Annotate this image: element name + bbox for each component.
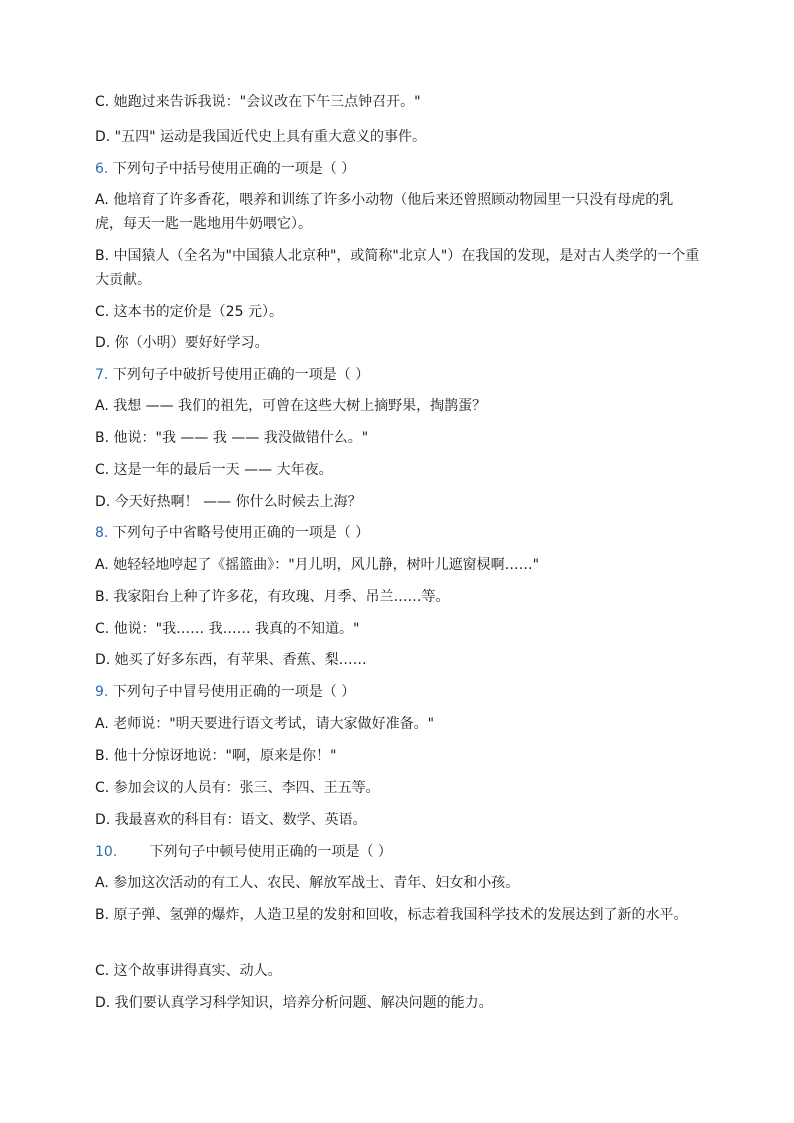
option-b-q8: B. 我家阳台上种了许多花，有玫瑰、月季、吊兰……等。: [95, 589, 450, 605]
question-text: 下列句子中破折号使用正确的一项是（ ）: [112, 367, 370, 383]
question-text: 下列句子中括号使用正确的一项是（ ）: [112, 161, 356, 177]
question-text: 下列句子中顿号使用正确的一项是（ ）: [149, 844, 392, 860]
question-text: 下列句子中冒号使用正确的一项是（ ）: [112, 684, 356, 700]
option-d-q7: D. 今天好热啊！ —— 你什么时候去上海？: [95, 494, 362, 510]
question-10: [95, 840, 700, 864]
option-a-q6: A. 他培育了许多香花，喂养和训练了许多小动物（他后来还曾照顾动物园里一只没有母虎的乳虎，每天一匙一匙地用牛奶喂它）。: [95, 192, 674, 232]
option-d-q6: D. 你（小明）要好好学习。: [95, 335, 269, 351]
option-b-q9: B. 他十分惊讶地说："啊，原来是你！": [95, 748, 337, 764]
question-number: 7.: [95, 367, 109, 383]
question-9: [95, 680, 700, 704]
question-number: 6.: [95, 161, 109, 177]
question-text: 下列句子中省略号使用正确的一项是（ ）: [112, 525, 370, 541]
option-d-q8: D. 她买了好多东西，有苹果、香蕉、梨……: [95, 652, 367, 668]
option-a-q8: A. 她轻轻地哼起了《摇篮曲》："月儿明，风儿静，树叶儿遮窗棂啊……": [95, 557, 540, 573]
option-c-q7: C. 这是一年的最后一天 —— 大年夜。: [95, 462, 333, 478]
option-a-q9: A. 老师说："明天要进行语文考试，请大家做好准备。": [95, 716, 435, 732]
question-8: [95, 521, 700, 545]
question-7: [95, 363, 700, 387]
option-c-q6: C. 这本书的定价是（25 元）。: [95, 304, 283, 320]
option-c-q8: C. 他说："我…… 我…… 我真的不知道。": [95, 621, 360, 637]
question-number: 9.: [95, 684, 109, 700]
option-d-q10: D. 我们要认真学习科学知识，培养分析问题、解决问题的能力。: [95, 995, 493, 1011]
option-b-q10: B. 原子弹、氢弹的爆炸，人造卫星的发射和回收，标志着我国科学技术的发展达到了新的水平。: [95, 907, 688, 923]
option-d-q9: D. 我最喜欢的科目有：语文、数学、英语。: [95, 812, 367, 828]
option-b-q6: B. 中国猿人（全名为"中国猿人北京种"，或简称"北京人"）在我国的发现，是对古人类学的一个重大贡献。: [95, 248, 700, 288]
question-number: 8.: [95, 525, 109, 541]
option-c-q5: C. 她跑过来告诉我说："会议改在下午三点钟召开。": [95, 94, 421, 110]
option-d-q5: D. "五四" 运动是我国近代史上具有重大意义的事件。: [95, 129, 427, 145]
option-c-q10: C. 这个故事讲得真实、动人。: [95, 963, 282, 979]
option-a-q10: A. 参加这次活动的有工人、农民、解放军战士、青年、妇女和小孩。: [95, 875, 520, 891]
option-a-q7: A. 我想 —— 我们的祖先，可曾在这些大树上摘野果，掏鹊蛋？: [95, 398, 487, 414]
question-number: 10.: [95, 844, 118, 860]
option-b-q7: B. 他说："我 —— 我 —— 我没做错什么。": [95, 430, 369, 446]
question-6: [95, 157, 700, 181]
option-c-q9: C. 参加会议的人员有：张三、李四、王五等。: [95, 780, 380, 796]
